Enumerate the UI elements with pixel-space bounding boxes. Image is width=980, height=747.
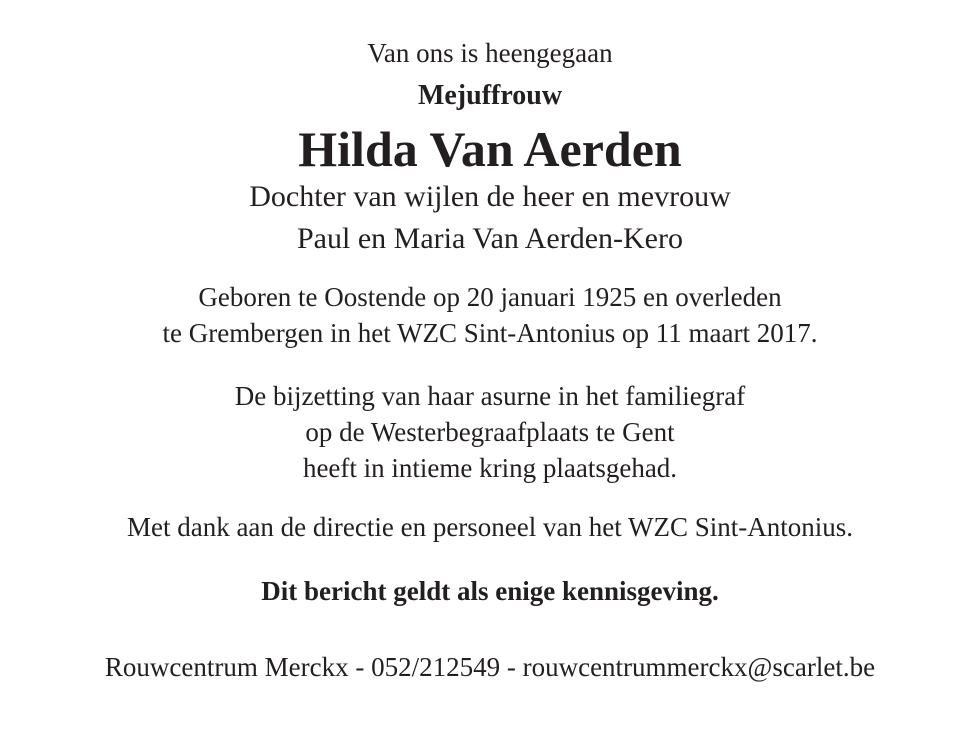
parents-line-1: Dochter van wijlen de heer en mevrouw — [249, 180, 731, 213]
burial-line-2: op de Westerbegraafplaats te Gent — [305, 417, 675, 447]
deceased-name: Hilda Van Aerden — [298, 121, 682, 177]
parents-line-2: Paul en Maria Van Aerden-Kero — [297, 222, 683, 255]
notice-line: Dit bericht geldt als enige kennisgeving. — [261, 576, 719, 606]
funeral-home-contact: Rouwcentrum Merckx - 052/212549 - rouwcentrummerckx@scarlet.be — [104, 652, 876, 682]
honorific: Mejuffrouw — [417, 80, 563, 111]
birth-death-line-2: te Grembergen in het WZC Sint-Antonius op 11 maart 2017. — [162, 318, 818, 348]
burial-line-3: heeft in intieme kring plaatsgehad. — [302, 453, 678, 483]
thanks-line: Met dank aan de directie en personeel van het WZC Sint-Antonius. — [126, 512, 854, 542]
birth-death-line-1: Geboren te Oostende op 20 januari 1925 en overleden — [198, 282, 782, 312]
burial-line-1: De bijzetting van haar asurne in het familiegraf — [234, 381, 746, 411]
intro-line: Van ons is heengegaan — [367, 38, 613, 68]
